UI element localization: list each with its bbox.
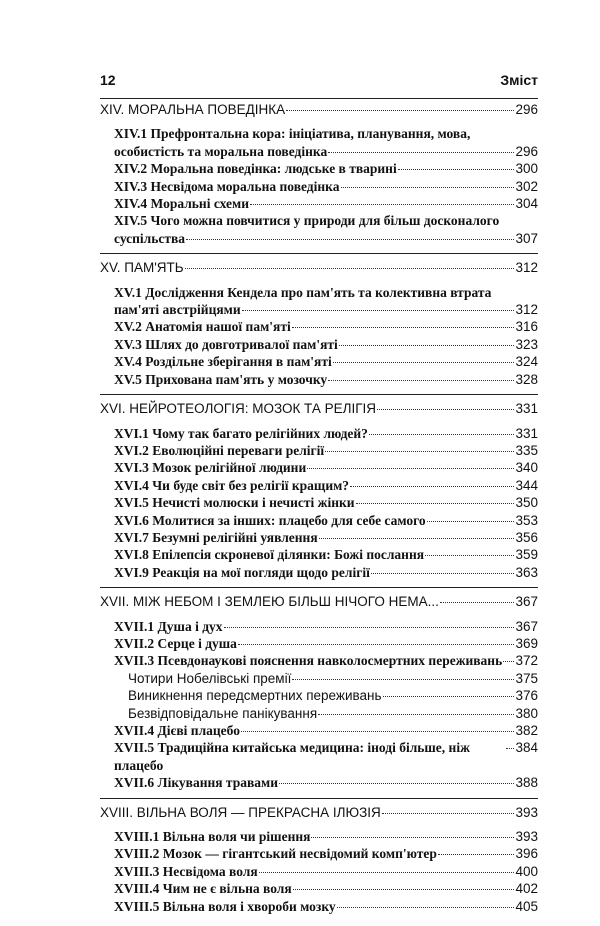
- toc-page-number: 296: [515, 143, 538, 159]
- toc-section-xviii: [100, 804, 538, 921]
- header-rule: [100, 98, 538, 99]
- toc-entry-title: XVII.6 Лікування травами: [114, 775, 278, 791]
- toc-entry-title: XIV.2 Моральна поведінка: людське в тварині: [114, 161, 397, 177]
- toc-entry-row[interactable]: [100, 863, 538, 880]
- toc-entry-title: XV.2 Анатомія нашої пам'яті: [114, 319, 291, 335]
- toc-page-number: 367: [515, 618, 538, 634]
- toc-entry-row[interactable]: [100, 230, 538, 247]
- table-of-contents: [100, 101, 538, 926]
- toc-chapter-title: XVI. НЕЙРОТЕОЛОГІЯ: МОЗОК ТА РЕЛІГІЯ: [100, 401, 377, 417]
- dot-leader: [356, 503, 515, 504]
- toc-page-number: 323: [515, 336, 538, 352]
- toc-entry-row[interactable]: [100, 828, 538, 845]
- toc-page-number: 307: [515, 230, 538, 246]
- toc-page-number: 367: [515, 594, 538, 610]
- toc-page-number: 405: [515, 898, 538, 914]
- toc-page-number: 302: [515, 178, 538, 194]
- toc-page-number: 335: [515, 442, 538, 458]
- toc-entry-row[interactable]: [100, 529, 538, 546]
- dot-leader: [503, 661, 514, 662]
- running-title: Зміст: [500, 72, 538, 88]
- dot-leader: [440, 602, 515, 603]
- dot-leader: [238, 644, 515, 645]
- toc-entry-title: XVIII.4 Чим не є вільна воля: [114, 881, 292, 897]
- dot-leader: [307, 468, 514, 469]
- toc-entry-row[interactable]: [100, 143, 538, 160]
- dot-leader: [286, 110, 514, 111]
- toc-subentry-title: Виникнення передсмертних переживань: [128, 688, 382, 704]
- dot-leader: [398, 169, 515, 170]
- toc-entry-first-line[interactable]: XIV.1 Префронтальна кора: ініціатива, планування, мова,: [114, 126, 471, 142]
- toc-page-number: 384: [515, 740, 538, 756]
- toc-section-xvii: [100, 593, 538, 798]
- toc-page-number: 363: [515, 564, 538, 580]
- toc-page-number: 393: [515, 829, 538, 845]
- dot-leader: [224, 627, 515, 628]
- toc-entry-title: XVIII.5 Вільна воля і хвороби мозку: [114, 898, 336, 914]
- toc-subentry-row[interactable]: [100, 687, 538, 704]
- toc-chapter-row[interactable]: [100, 101, 538, 118]
- dot-leader: [425, 555, 514, 556]
- toc-entry-title: суспільства: [114, 230, 186, 246]
- dot-leader: [328, 152, 514, 153]
- dot-leader: [350, 486, 514, 487]
- toc-subentry-row[interactable]: [100, 705, 538, 722]
- toc-section-xiv: [100, 101, 538, 254]
- toc-entry-title: XVIII.1 Вільна воля чи рішення: [114, 829, 311, 845]
- toc-entry-row[interactable]: [100, 371, 538, 388]
- toc-entry-row[interactable]: [100, 774, 538, 791]
- toc-entry-title: XV.3 Шлях до довготривалої пам'яті: [114, 336, 338, 352]
- dot-leader: [250, 204, 514, 205]
- toc-section-xv: [100, 259, 538, 395]
- toc-entry-first-line[interactable]: XV.1 Дослідження Кендела про пам'ять та колективна втрата: [114, 284, 492, 300]
- dot-leader: [438, 854, 515, 855]
- toc-entry-title: XVI.4 Чи буде світ без релігії кращим?: [114, 477, 350, 493]
- toc-chapter-row[interactable]: [100, 259, 538, 276]
- page-number: 12: [100, 72, 116, 88]
- toc-entry-title: XVII.2 Серце і душа: [114, 635, 237, 651]
- dot-leader: [259, 872, 515, 873]
- toc-entry-row[interactable]: [100, 442, 538, 459]
- toc-chapter-title: XVIII. ВІЛЬНА ВОЛЯ — ПРЕКРАСНА ІЛЮЗІЯ: [100, 804, 381, 820]
- toc-page-number: 331: [515, 425, 538, 441]
- toc-entry-row[interactable]: [100, 301, 538, 318]
- toc-entry-title: XVIII.2 Мозок — гігантський несвідомий комп'ютер: [114, 846, 437, 862]
- dot-leader: [185, 268, 515, 269]
- toc-entry-title: особистість та моральна поведінка: [114, 143, 328, 159]
- toc-chapter-row[interactable]: [100, 593, 538, 610]
- toc-chapter-row[interactable]: [100, 804, 538, 821]
- toc-subentry-row[interactable]: [100, 670, 538, 687]
- dot-leader: [186, 239, 514, 240]
- dot-leader: [427, 521, 515, 522]
- toc-entry-row[interactable]: [100, 635, 538, 652]
- toc-page-number: 312: [515, 260, 538, 276]
- toc-entry-title: XVI.7 Безумні релігійні уявлення: [114, 529, 318, 545]
- toc-entry-title: пам'яті австрійцями: [114, 302, 241, 318]
- dot-leader: [383, 696, 515, 697]
- toc-page-number: 316: [515, 319, 538, 335]
- dot-leader: [293, 889, 515, 890]
- toc-page-number: 369: [515, 635, 538, 651]
- toc-page-number: 359: [515, 547, 538, 563]
- toc-entry-row[interactable]: [100, 160, 538, 177]
- toc-entry-title: XVI.6 Молитися за інших: плацебо для себе самого: [114, 512, 426, 528]
- toc-entry-row[interactable]: [100, 459, 538, 476]
- dot-leader: [325, 451, 514, 452]
- toc-page-number: 353: [515, 512, 538, 528]
- toc-chapter-title: XV. ПАМ'ЯТЬ: [100, 260, 184, 276]
- toc-entry-row[interactable]: [100, 739, 538, 774]
- toc-page-number: 344: [515, 477, 538, 493]
- dot-leader: [337, 907, 515, 908]
- dot-leader: [318, 714, 514, 715]
- toc-entry-title: XIV.3 Несвідома моральна поведінка: [114, 178, 340, 194]
- toc-section-xvi: [100, 400, 538, 588]
- dot-leader: [333, 362, 515, 363]
- toc-entry-title: XVI.9 Реакція на мої погляди щодо релігії: [114, 564, 370, 580]
- toc-entry-row[interactable]: [100, 512, 538, 529]
- toc-page-number: 328: [515, 371, 538, 387]
- toc-entry-title: XVI.5 Нечисті молюски і нечисті жінки: [114, 495, 355, 511]
- toc-entry-title: XVII.1 Душа і дух: [114, 618, 223, 634]
- toc-page-number: 382: [515, 723, 538, 738]
- toc-entry-title: XVI.8 Епілепсія скроневої ділянки: Божі послання: [114, 547, 425, 563]
- toc-entry-row[interactable]: [100, 880, 538, 897]
- dot-leader: [506, 748, 514, 749]
- toc-page-number: 375: [515, 670, 538, 686]
- toc-page-number: 376: [515, 688, 538, 704]
- toc-entry-title: XV.5 Прихована пам'ять у мозочку: [114, 371, 328, 387]
- toc-entry-row[interactable]: [100, 195, 538, 212]
- toc-entry-row[interactable]: [100, 318, 538, 335]
- dot-leader: [377, 409, 514, 410]
- toc-page-number: 396: [515, 846, 538, 862]
- toc-entry-row[interactable]: [100, 353, 538, 370]
- dot-leader: [371, 573, 515, 574]
- toc-entry-title: XV.4 Роздільне зберігання в пам'яті: [114, 354, 332, 370]
- dot-leader: [292, 679, 514, 680]
- dot-leader: [242, 310, 515, 311]
- toc-entry-row[interactable]: [100, 618, 538, 635]
- toc-subentry-title: Безвідповідальне панікування: [128, 705, 318, 721]
- toc-chapter-row[interactable]: [100, 400, 538, 417]
- toc-entry-row[interactable]: [100, 546, 538, 563]
- toc-page-number: 380: [515, 705, 538, 721]
- toc-entry-row[interactable]: [100, 564, 538, 581]
- toc-page-number: 331: [515, 401, 538, 417]
- toc-entry-title: XVIII.3 Несвідома воля: [114, 863, 258, 879]
- toc-entry-title: XVI.2 Еволюційні переваги релігії: [114, 442, 325, 458]
- toc-page-number: 372: [515, 653, 538, 669]
- dot-leader: [328, 380, 514, 381]
- dot-leader: [341, 187, 515, 188]
- dot-leader: [241, 731, 514, 732]
- toc-entry-row[interactable]: [100, 336, 538, 353]
- toc-page-number: 300: [515, 161, 538, 177]
- dot-leader: [382, 813, 515, 814]
- toc-entry-title: XVI.1 Чому так багато релігійних людей?: [114, 425, 368, 441]
- toc-entry-row[interactable]: [100, 178, 538, 195]
- toc-page-number: 340: [515, 460, 538, 476]
- toc-entry-first-line[interactable]: XIV.5 Чого можна повчитися у природи для більш досконалого: [114, 213, 500, 229]
- toc-entry-row[interactable]: [100, 652, 538, 669]
- toc-subentry-title: Чотири Нобелівські премії: [128, 670, 292, 686]
- toc-entry-title: XVII.4 Дієві плацебо: [114, 723, 240, 738]
- toc-entry-title: XIV.4 Моральні схеми: [114, 196, 250, 212]
- toc-page-number: 393: [515, 804, 538, 820]
- toc-page-number: 304: [515, 196, 538, 212]
- toc-page-number: 296: [515, 102, 538, 117]
- toc-entry-row[interactable]: [100, 425, 538, 442]
- toc-page-number: 324: [515, 354, 538, 370]
- toc-chapter-title: XIV. МОРАЛЬНА ПОВЕДІНКА: [100, 102, 286, 117]
- toc-page-number: 312: [515, 302, 538, 318]
- toc-entry-row[interactable]: [100, 722, 538, 739]
- toc-entry-row[interactable]: [100, 898, 538, 915]
- dot-leader: [279, 783, 514, 784]
- dot-leader: [369, 434, 515, 435]
- dot-leader: [319, 538, 515, 539]
- toc-entry-row[interactable]: [100, 477, 538, 494]
- toc-page-number: 350: [515, 495, 538, 511]
- toc-page-number: 388: [515, 775, 538, 791]
- toc-entry-title: XVII.3 Псевдонаукові пояснення навколосмертних переживань: [114, 653, 503, 669]
- toc-entry-title: XVII.5 Традиційна китайська медицина: іноді більше, ніж плацебо: [114, 740, 470, 773]
- toc-entry-row[interactable]: [100, 494, 538, 511]
- dot-leader: [339, 345, 515, 346]
- dot-leader: [292, 327, 515, 328]
- toc-page-number: 356: [515, 529, 538, 545]
- toc-chapter-title: XVII. МІЖ НЕБОМ І ЗЕМЛЕЮ БІЛЬШ НІЧОГО НЕМА...: [100, 594, 439, 610]
- toc-page-number: 402: [515, 881, 538, 897]
- dot-leader: [311, 837, 514, 838]
- toc-entry-title: XVI.3 Мозок релігійної людини: [114, 460, 307, 476]
- toc-entry-row[interactable]: [100, 845, 538, 862]
- toc-page-number: 400: [515, 863, 538, 879]
